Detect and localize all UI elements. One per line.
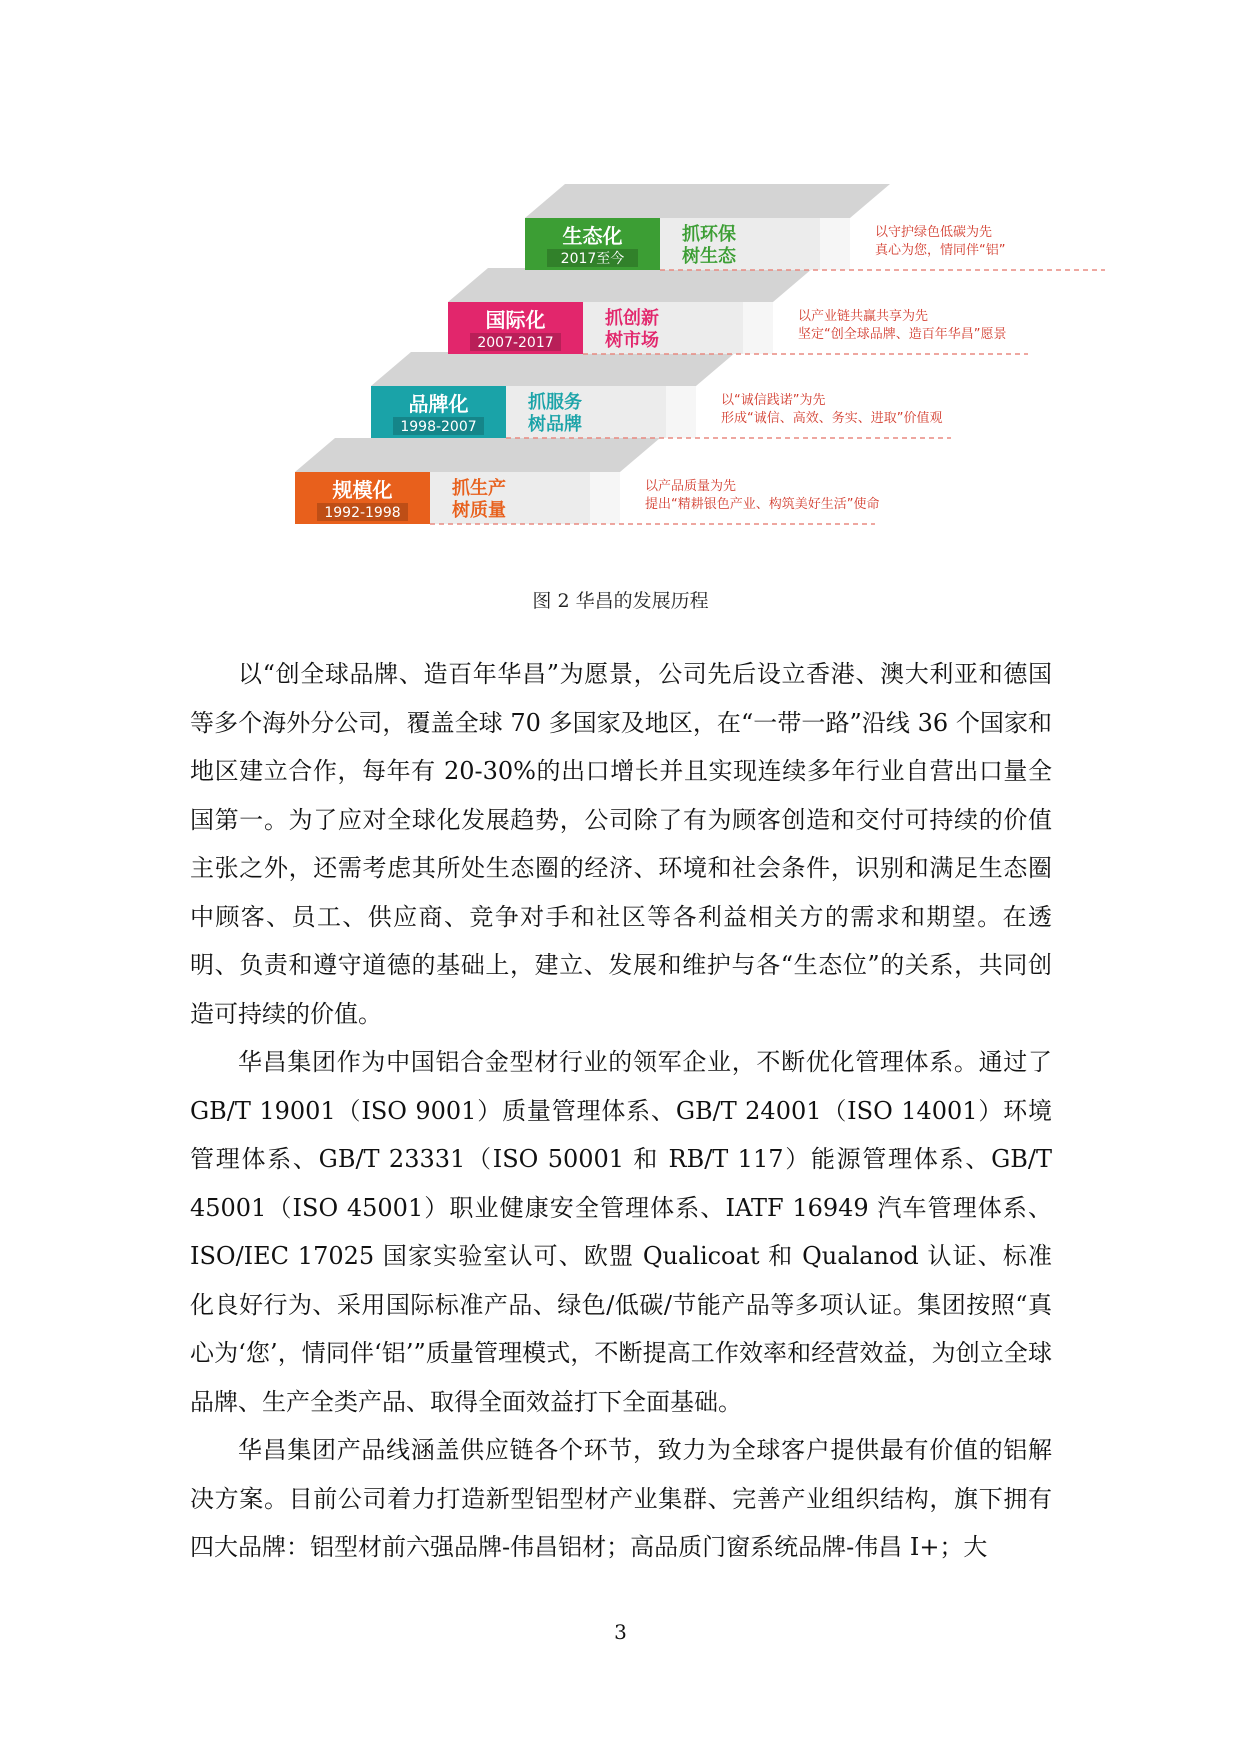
step-desc-1: 以产业链共赢共享为先 [798, 309, 929, 324]
step-years: 2007-2017 [477, 335, 554, 351]
step-desc-1: 以产品质量为先 [645, 479, 737, 494]
body-text [190, 650, 1052, 1572]
step-desc-2: 形成“诚信、高效、务实、进取”价值观 [721, 411, 943, 426]
step-years: 1992-1998 [324, 505, 401, 521]
step-fade [743, 302, 773, 354]
step-title: 国际化 [485, 308, 546, 332]
step-title: 生态化 [562, 224, 623, 248]
step-fade [590, 472, 620, 524]
development-history-figure [0, 0, 1241, 560]
step-desc-2: 坚定“创全球品牌、造百年华昌”愿景 [798, 327, 1007, 342]
step-title: 规模化 [332, 478, 393, 502]
step-action-2: 树品牌 [528, 414, 582, 435]
step-years: 2017至今 [560, 251, 625, 267]
step-action-1: 抓创新 [605, 308, 659, 329]
paragraph-3: 华昌集团产品线涵盖供应链各个环节，致力为全球客户提供最有价值的铝解决方案。目前公司着力打造新型铝型材产业集群、完善产业组织结构，旗下拥有四大品牌：铝型材前六强品牌-伟昌铝材；高品质门窗系统品牌-伟昌 I+；大 [190, 1436, 1052, 1561]
step-desc-1: 以“诚信践诺”为先 [721, 393, 826, 408]
staircase-diagram [0, 0, 1241, 560]
step-action-2: 树质量 [452, 500, 506, 521]
step-action-1: 抓生产 [452, 478, 506, 499]
step-action-2: 树市场 [605, 330, 659, 351]
step-action-1: 抓环保 [682, 224, 736, 245]
step-desc-2: 真心为您，情同伴“铝” [875, 243, 1006, 258]
step-fade [820, 218, 850, 270]
figure-caption: 图 2 华昌的发展历程 [532, 590, 709, 612]
step-4 [525, 184, 1105, 270]
paragraph-1: 以“创全球品牌、造百年华昌”为愿景，公司先后设立香港、澳大利亚和德国等多个海外分公司，覆盖全球 70 多国家及地区，在“一带一路”沿线 36 个国家和地区建立合作，每年有 20-30%的出口增长并且实现连续多年行业自营出口量全国第一。为了应对全球化发展趋势，公司除了有为顾客创造和交付可持续的价值主张之外，还需考虑其所处生态圈的经济、环境和社会条件，识别和满足生态圈中顾客、员工、供应商、竞争对手和社区等各利益相关方的需求和期望。在透明、负责和遵守道德的基础上，建立、发展和维护与各“生态位”的关系，共同创造可持续的价值。 [190, 660, 1052, 1028]
step-title: 品牌化 [408, 392, 469, 416]
page-number: 3 [614, 1620, 627, 1644]
step-action-2: 树生态 [682, 246, 736, 267]
step-action-1: 抓服务 [528, 392, 582, 413]
step-3 [448, 268, 1028, 354]
step-desc-1: 以守护绿色低碳为先 [875, 225, 993, 240]
step-top-face [295, 438, 660, 472]
step-top-face [371, 352, 736, 386]
paragraph-2: 华昌集团作为中国铝合金型材行业的领军企业，不断优化管理体系。通过了 GB/T 19001（ISO 9001）质量管理体系、GB/T 24001（ISO 14001）环境管理体系、GB/T 23331（ISO 50001 和 RB/T 117）能源管理体系、GB/T 45001（ISO 45001）职业健康安全管理体系、IATF 16949 汽车管理体系、ISO/IEC 17025 国家实验室认可、欧盟 Qualicoat 和 Qualanod 认证、标准化良好行为、采用国际标准产品、绿色/低碳/节能产品等多项认证。集团按照“真心为‘您’，情同伴‘铝’”质量管理模式，不断提高工作效率和经营效益，为创立全球品牌、生产全类产品、取得全面效益打下全面基础。 [190, 1048, 1052, 1416]
step-1 [295, 438, 879, 524]
step-2 [371, 352, 951, 438]
step-top-face [525, 184, 890, 218]
step-fade [666, 386, 696, 438]
step-top-face [448, 268, 813, 302]
step-desc-2: 提出“精耕银色产业、构筑美好生活”使命 [645, 497, 880, 512]
step-years: 1998-2007 [400, 419, 477, 435]
